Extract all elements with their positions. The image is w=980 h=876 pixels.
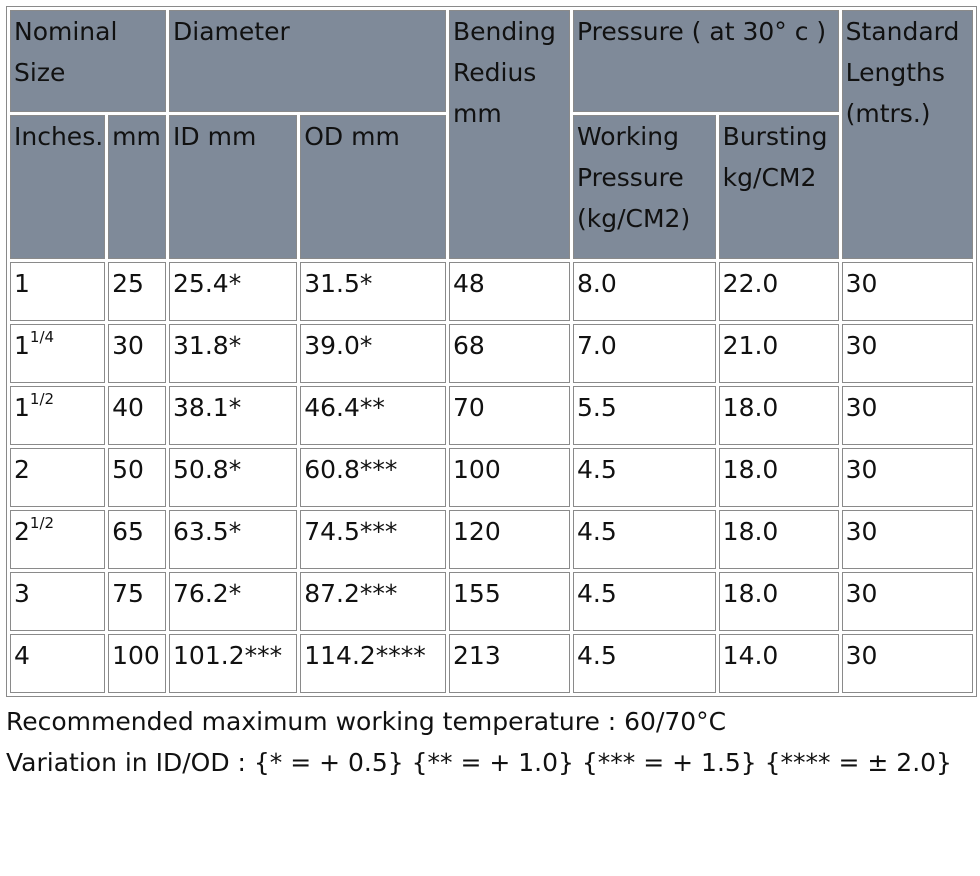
variation-note: Variation in ID/OD : {* = + 0.5} {** = + 1.0} {*** = + 1.5} {**** = ± 2.0} xyxy=(6,748,952,777)
cell-standard-length: 30 xyxy=(842,510,973,569)
cell-od: 39.0* xyxy=(300,324,446,383)
cell-inches xyxy=(10,572,105,631)
table-row xyxy=(10,634,973,693)
cell-mm: 40 xyxy=(108,386,166,445)
cell-working-pressure: 4.5 xyxy=(573,510,716,569)
inches-whole: 4 xyxy=(14,641,30,670)
notes xyxy=(6,701,976,783)
cell-standard-length: 30 xyxy=(842,262,973,321)
cell-id: 50.8* xyxy=(169,448,297,507)
cell-mm: 50 xyxy=(108,448,166,507)
cell-bending-radius: 48 xyxy=(449,262,570,321)
header-mm: mm xyxy=(108,115,166,259)
cell-bending-radius: 120 xyxy=(449,510,570,569)
table-row xyxy=(10,262,973,321)
cell-od: 74.5*** xyxy=(300,510,446,569)
cell-id: 63.5* xyxy=(169,510,297,569)
inches-fraction: 1/4 xyxy=(29,328,55,346)
cell-id: 38.1* xyxy=(169,386,297,445)
table-row xyxy=(10,510,973,569)
inches-whole: 3 xyxy=(14,579,30,608)
cell-id: 76.2* xyxy=(169,572,297,631)
table-row xyxy=(10,572,973,631)
cell-bursting: 14.0 xyxy=(719,634,839,693)
cell-bending-radius: 68 xyxy=(449,324,570,383)
cell-working-pressure: 4.5 xyxy=(573,634,716,693)
cell-standard-length: 30 xyxy=(842,634,973,693)
cell-bending-radius: 213 xyxy=(449,634,570,693)
cell-standard-length: 30 xyxy=(842,572,973,631)
cell-bursting: 22.0 xyxy=(719,262,839,321)
inches-fraction: 1/2 xyxy=(29,514,55,532)
cell-inches xyxy=(10,324,105,383)
cell-bursting: 18.0 xyxy=(719,510,839,569)
inches-whole: 2 xyxy=(14,517,30,546)
hose-spec-table xyxy=(6,6,977,697)
inches-whole: 1 xyxy=(14,393,30,422)
cell-bending-radius: 100 xyxy=(449,448,570,507)
cell-od: 31.5* xyxy=(300,262,446,321)
cell-standard-length: 30 xyxy=(842,448,973,507)
header-nominal-size: Nominal Size xyxy=(10,10,166,112)
header-id-mm: ID mm xyxy=(169,115,297,259)
cell-working-pressure: 4.5 xyxy=(573,448,716,507)
cell-working-pressure: 4.5 xyxy=(573,572,716,631)
cell-od: 114.2**** xyxy=(300,634,446,693)
cell-bursting: 21.0 xyxy=(719,324,839,383)
cell-bending-radius: 155 xyxy=(449,572,570,631)
cell-mm: 65 xyxy=(108,510,166,569)
cell-od: 60.8*** xyxy=(300,448,446,507)
cell-standard-length: 30 xyxy=(842,324,973,383)
table-row xyxy=(10,448,973,507)
cell-inches xyxy=(10,634,105,693)
header-bending-radius: Bending Redius mm xyxy=(449,10,570,259)
header-row-top xyxy=(10,10,973,112)
header-pressure: Pressure ( at 30° c ) xyxy=(573,10,839,112)
cell-working-pressure: 8.0 xyxy=(573,262,716,321)
header-working-pressure: Working Pressure (kg/CM2) xyxy=(573,115,716,259)
header-diameter: Diameter xyxy=(169,10,446,112)
cell-od: 87.2*** xyxy=(300,572,446,631)
inches-whole: 1 xyxy=(14,331,30,360)
header-bursting: Bursting kg/CM2 xyxy=(719,115,839,259)
cell-working-pressure: 7.0 xyxy=(573,324,716,383)
inches-whole: 2 xyxy=(14,455,30,484)
inches-whole: 1 xyxy=(14,269,30,298)
cell-id: 101.2*** xyxy=(169,634,297,693)
inches-fraction: 1/2 xyxy=(29,390,55,408)
cell-bending-radius: 70 xyxy=(449,386,570,445)
cell-id: 31.8* xyxy=(169,324,297,383)
cell-standard-length: 30 xyxy=(842,386,973,445)
cell-mm: 25 xyxy=(108,262,166,321)
cell-inches xyxy=(10,448,105,507)
cell-inches xyxy=(10,262,105,321)
cell-id: 25.4* xyxy=(169,262,297,321)
table-row xyxy=(10,386,973,445)
cell-inches xyxy=(10,386,105,445)
cell-mm: 30 xyxy=(108,324,166,383)
cell-working-pressure: 5.5 xyxy=(573,386,716,445)
cell-inches xyxy=(10,510,105,569)
header-inches: Inches. xyxy=(10,115,105,259)
cell-bursting: 18.0 xyxy=(719,572,839,631)
cell-mm: 75 xyxy=(108,572,166,631)
header-od-mm: OD mm xyxy=(300,115,446,259)
cell-bursting: 18.0 xyxy=(719,386,839,445)
cell-bursting: 18.0 xyxy=(719,448,839,507)
header-standard-lengths: Standard Lengths (mtrs.) xyxy=(842,10,973,259)
cell-mm: 100 xyxy=(108,634,166,693)
temperature-note: Recommended maximum working temperature : 60/70°C xyxy=(6,707,727,736)
cell-od: 46.4** xyxy=(300,386,446,445)
table-row xyxy=(10,324,973,383)
